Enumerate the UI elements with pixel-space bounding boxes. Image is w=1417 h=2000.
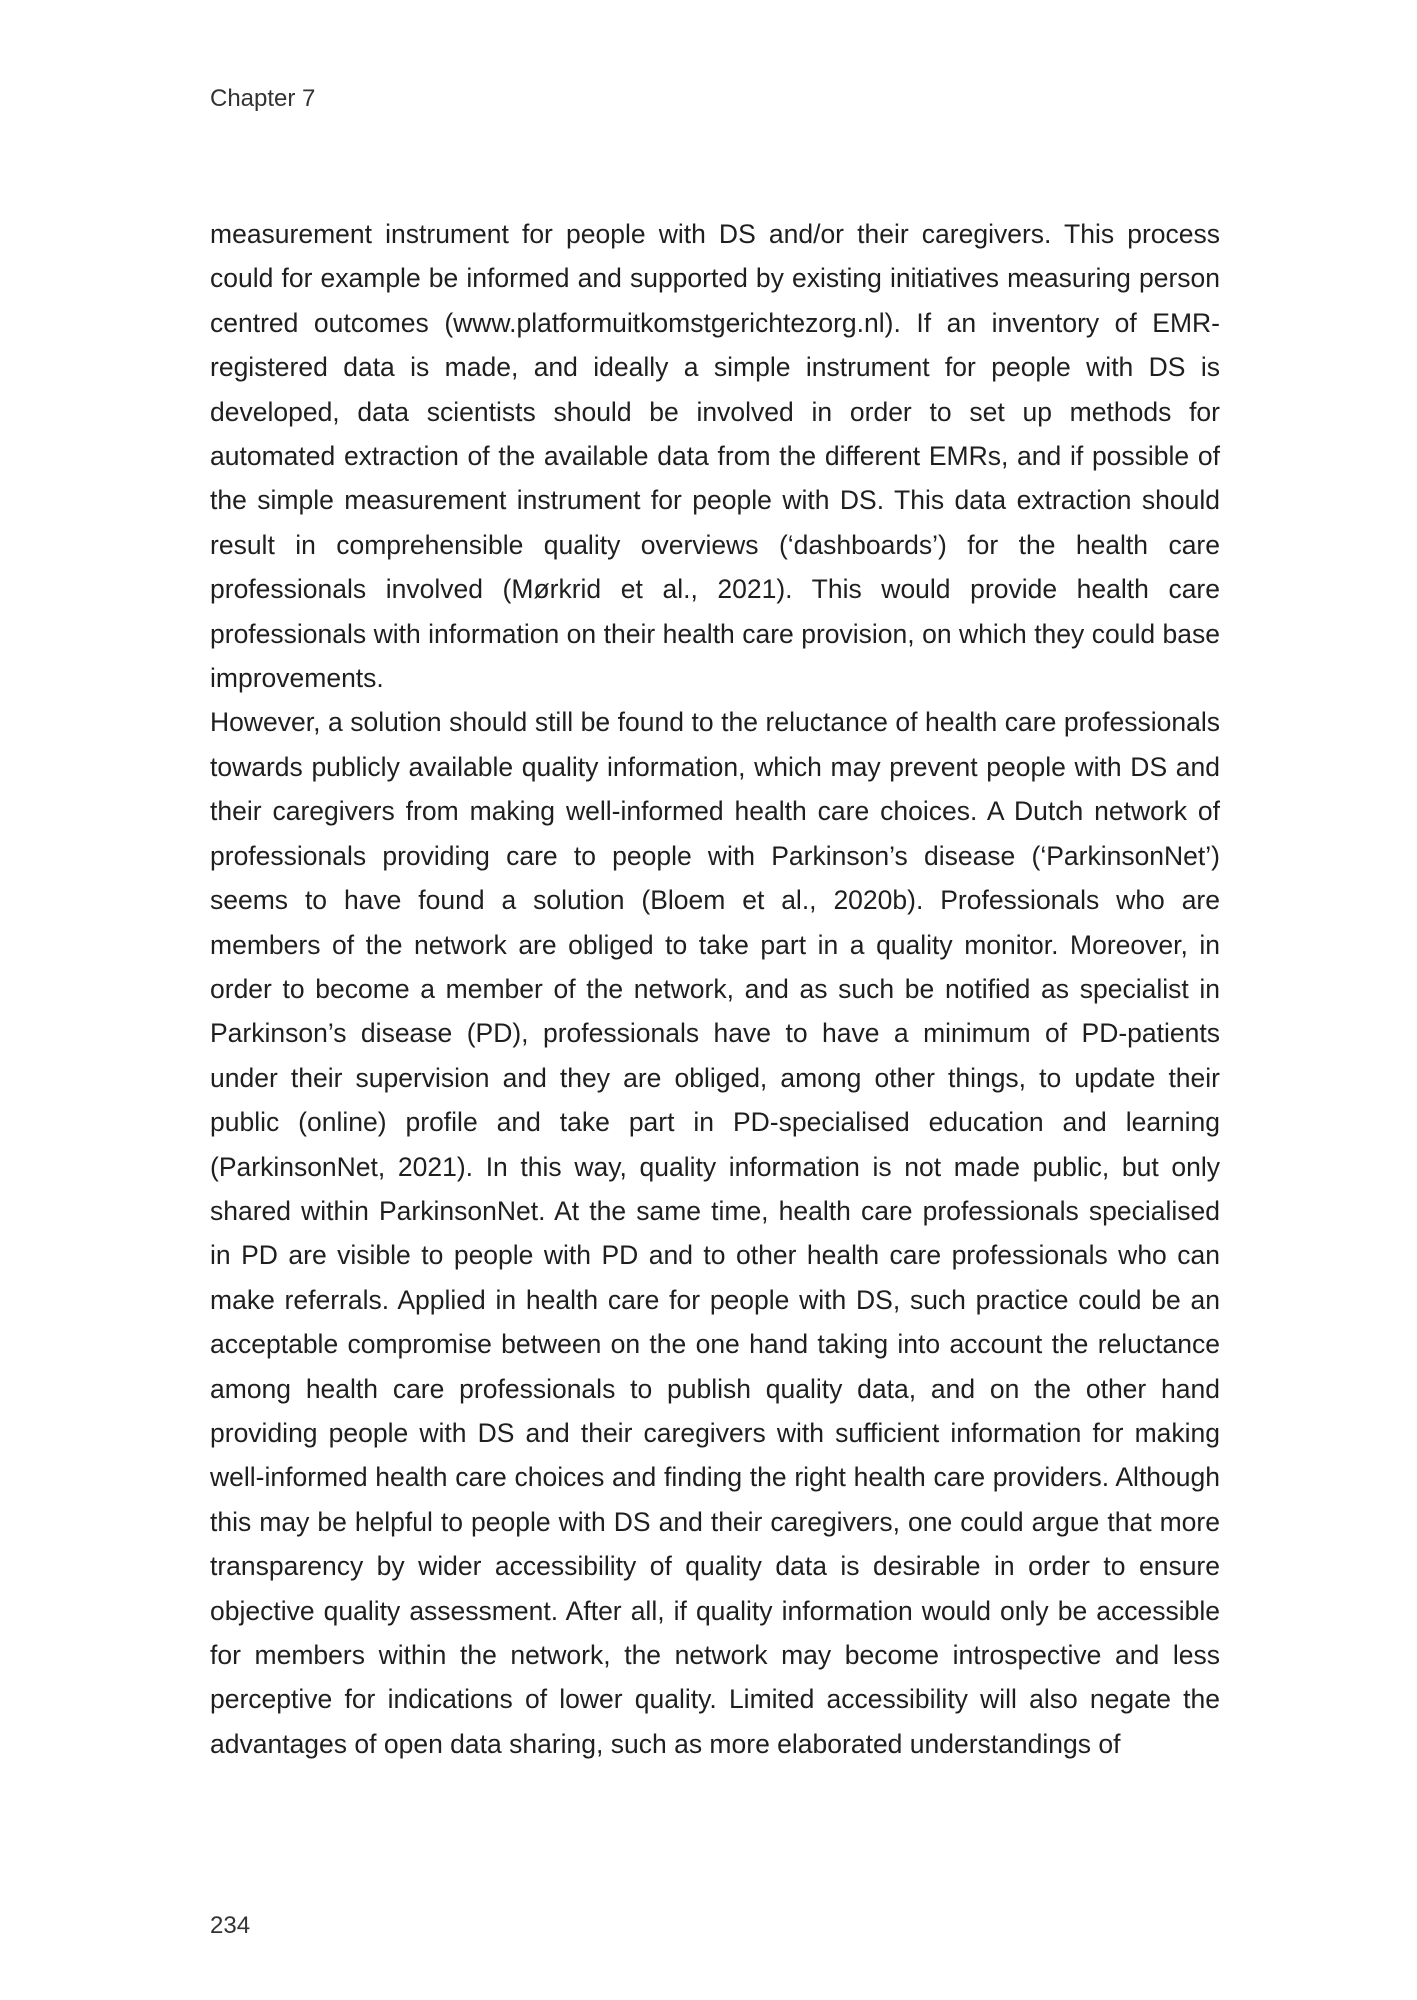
page-number: 234 <box>210 1912 251 1939</box>
paragraph-2: However, a solution should still be found to the reluctance of health care professionals towards publicly available quality information, which may prevent people with DS and their caregivers from making well-informed health care choices. A Dutch network of professionals providing care to people with Parkinson’s disease (‘ParkinsonNet’) seems to have found a solution (Bloem et al., 2020b). Professionals who are members of the network are obliged to take part in a quality monitor. Moreover, in order to become a member of the network, and as such be notified as specialist in Parkinson’s disease (PD), professionals have to have a minimum of PD-patients under their supervision and they are obliged, among other things, to update their public (online) profile and take part in PD-specialised education and learning (ParkinsonNet, 2021). In this way, quality information is not made public, but only shared within ParkinsonNet. At the same time, health care professionals specialised in PD are visible to people with PD and to other health care professionals who can make referrals. Applied in health care for people with DS, such practice could be an acceptable compromise between on the one hand taking into account the reluctance among health care professionals to publish quality data, and on the other hand providing people with DS and their caregivers with sufficient information for making well-informed health care choices and finding the right health care providers. Although this may be helpful to people with DS and their caregivers, one could argue that more transparency by wider accessibility of quality data is desirable in order to ensure objective quality assessment. After all, if quality information would only be accessible for members within the network, the network may become introspective and less perceptive for indications of lower quality. Limited accessibility will also negate the advantages of open data sharing, such as more elaborated understandings of <box>210 707 1220 1759</box>
running-head: Chapter 7 <box>210 85 316 112</box>
paragraph-1: measurement instrument for people with DS and/or their caregivers. This process could for example be informed and supported by existing initiatives measuring person centred outcomes (www.platformuitkomstgerichtezorg.nl). If an inventory of EMR-registered data is made, and ideally a simple instrument for people with DS is developed, data scientists should be involved in order to set up methods for automated extraction of the available data from the different EMRs, and if possible of the simple measurement instrument for people with DS. This data extraction should result in comprehensible quality overviews (‘dashboards’) for the health care professionals involved (Mørkrid et al., 2021). This would provide health care professionals with information on their health care provision, on which they could base improvements. <box>210 219 1220 694</box>
body-text <box>210 212 1220 1766</box>
